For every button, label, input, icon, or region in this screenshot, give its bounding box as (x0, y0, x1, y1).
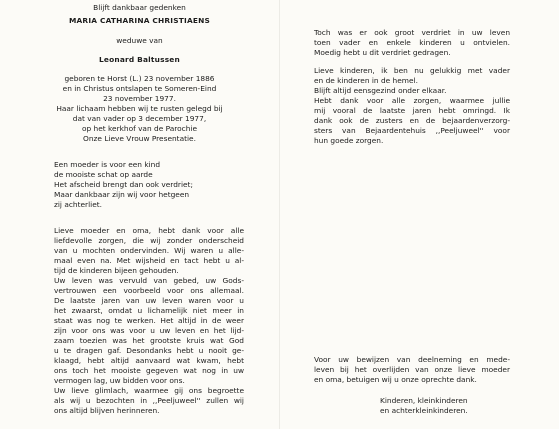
bio-line: geboren te Horst (L.) 23 november 1886 (64, 74, 215, 83)
poem-line: Een moeder is voor een kind (54, 160, 161, 169)
bio-line: op het kerkhof van de Parochie (81, 124, 197, 133)
tribute-line: Uw lieve glimlach, waarmee gij ons begroette (54, 386, 244, 395)
tribute-line: Uw leven was vervuld van gebed, uw Gods- (54, 276, 244, 285)
farewell-line: Lieve kinderen, ik ben nu gelukkig met vader (314, 66, 510, 75)
widow-of-line: weduwe van (116, 36, 163, 45)
deceased-name: MARIA CATHARINA CHRISTIAENS (68, 16, 211, 25)
bio-line: dat van vader op 3 december 1977, (72, 114, 207, 123)
poem-line: Maar dankbaar zijn wij voor hetgeen (54, 190, 190, 199)
tribute-line: als wij u bezochten in ,,Peeljuweel'' zullen wij (54, 396, 244, 405)
signature-line: en achterkleinkinderen. (380, 406, 468, 415)
thanks-line: Voor uw bewijzen van deelneming en mede- (314, 355, 510, 364)
tribute-line: liefdevolle zorgen, die wij zonder onderscheid (54, 236, 244, 245)
tribute-line: maal even na. Met wijsheid en tact hebt u al- (54, 256, 244, 265)
sorrow-line: toen vader en enkele kinderen u ontvielen. (314, 38, 510, 47)
spouse-name: Leonard Baltussen (99, 55, 180, 64)
left-panel (0, 0, 279, 429)
tribute-line: vermogen lag, uw bidden voor ons. (54, 376, 185, 385)
thanks-line: en oma, betuigen wij u onze oprechte dank. (314, 375, 477, 384)
bio-line: 23 november 1977. (103, 94, 176, 103)
farewell-line: sters van Bejaardentehuis ,,Peeljuweel'' voor (314, 126, 510, 135)
sorrow-line: Moedig hebt u dit verdriet gedragen. (314, 48, 451, 57)
right-panel (280, 0, 559, 429)
tribute-line: Lieve moeder en oma, hebt dank voor alle (54, 226, 244, 235)
farewell-line: mij vooral de laatste jaren hebt omringd. Ik (314, 106, 510, 115)
farewell-line: hun goede zorgen. (314, 136, 384, 145)
tribute-line: ons toch het mooiste gegeven wat nog in uw (54, 366, 244, 375)
tribute-line: zijn voor ons was voor u uw leven en het lijd- (54, 326, 244, 335)
poem-line: Het afscheid brengt dan ook verdriet; (54, 180, 193, 189)
bio-line: en in Christus ontslapen te Someren-Eind (62, 84, 217, 93)
thanks-line: leven bij het overlijden van onze lieve moeder (314, 365, 510, 374)
tribute-line: vertrouwen een voorbeeld voor ons allemaal. (54, 286, 244, 295)
tribute-line: staat was nog te werken. Het altijd in de weer (54, 316, 244, 325)
intro-line: Blijft dankbaar gedenken (93, 3, 186, 12)
tribute-line: het zwaarst, omdat u lichamelijk niet meer in (54, 306, 244, 315)
tribute-line: zaam toezien was het grootste kruis wat God (54, 336, 244, 345)
bio-line: Onze Lieve Vrouw Presentatie. (83, 134, 196, 143)
farewell-line: Blijft altijd eensgezind onder elkaar. (314, 86, 447, 95)
sorrow-line: Toch was er ook groot verdriet in uw leven (314, 28, 510, 37)
tribute-line: klaagd, hebt altijd aanvaard wat kwam, hebt (54, 356, 244, 365)
tribute-line: van u mochten ondervinden. Wij waren u alle- (54, 246, 244, 255)
tribute-line: tijd de kinderen bijeen gehouden. (54, 266, 179, 275)
poem-line: zij achterliet. (54, 200, 102, 209)
tribute-line: De laatste jaren van uw leven waren voor u (54, 296, 244, 305)
farewell-line: dank ook de zusters en de bejaardenverzorg- (314, 116, 510, 125)
tribute-line: u te dragen gaf. Desondanks hebt u nooit ge- (54, 346, 244, 355)
farewell-line: en de kinderen in de hemel. (314, 76, 418, 85)
bio-line: Haar lichaam hebben wij te rusten gelegd bij (56, 104, 223, 113)
signature-line: Kinderen, kleinkinderen (380, 396, 468, 405)
farewell-line: Hebt dank voor alle zorgen, waarmee jullie (314, 96, 510, 105)
tribute-line: ons altijd blijven herinneren. (54, 406, 160, 415)
poem-line: de mooiste schat op aarde (54, 170, 153, 179)
